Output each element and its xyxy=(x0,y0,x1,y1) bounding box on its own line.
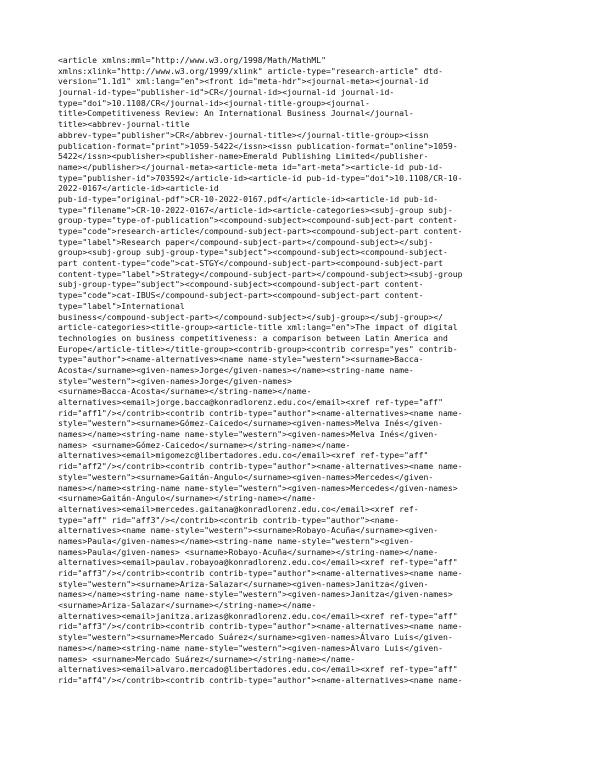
code-line xyxy=(58,686,548,697)
code-line: names>Paula</given-names> <surname>Robayo-Acuña</surname></string-name></name- xyxy=(58,546,439,557)
code-line: part content-type="code">cat-STGY</compound-subject-part><compound-subject-part xyxy=(58,258,443,269)
code-line: Acosta</surname><given-names>Jorge</given-names></name><string-name name- xyxy=(58,364,414,375)
code-line: names></name><string-name name-style="western"><given-names>Janitza</given-names> xyxy=(58,589,453,600)
code-line: rid="aff3"/></contrib><contrib contrib-type="author"><name-alternatives><name name- xyxy=(58,568,463,578)
code-line: <article xmlns:mml="http://www.w3.org/1998/Math/MathML" xyxy=(58,55,327,65)
code-line: type="filename">CR-10-2022-0167</article-id><article-categories><subj-group subj- xyxy=(58,204,453,215)
code-line: version="1.1d1" xml:lang="en"><front id="meta-hdr"><journal-meta><journal-id xyxy=(58,76,429,87)
code-line: style="western"><surname>Gómez-Caicedo</surname><given-names>Melva Inés</given- xyxy=(58,418,443,429)
code-line: group><subj-group subj-group-type="subject"><compound-subject><compound-subject- xyxy=(58,247,448,258)
code-line: alternatives><email>mercedes.gaitana@konradlorenz.edu.co</email><xref ref- xyxy=(58,503,419,514)
code-line: alternatives><email>migomezc@libertadores.edu.co</email><xref ref-type="aff" xyxy=(58,450,429,461)
code-line: alternatives><email>alvaro.mercado@libertadores.edu.co</email><xref ref-type="aff" xyxy=(58,664,458,675)
code-line: style="western"><surname>Gaitán-Angulo</surname><given-names>Mercedes</given- xyxy=(58,471,434,482)
code-line: <surname>Ariza-Salazar</surname></string-name></name- xyxy=(58,600,317,611)
code-line: style="western"><given-names>Jorge</given-names> xyxy=(58,375,292,386)
code-line: alternatives><name name-style="western"><surname>Robayo-Acuña</surname><given- xyxy=(58,525,439,536)
code-line: type="code">research-article</compound-subject-part><compound-subject-part content- xyxy=(58,226,463,236)
code-line: <surname>Bacca-Acosta</surname></string-name></name- xyxy=(58,386,312,397)
code-line: type="label">Research paper</compound-subject-part></compound-subject></subj- xyxy=(58,236,434,247)
code-line: pub-id-type="original-pdf">CR-10-2022-0167.pdf</article-id><article-id pub-id- xyxy=(58,193,439,204)
code-line: rid="aff3"/></contrib><contrib contrib-type="author"><name-alternatives><name name- xyxy=(58,621,463,632)
code-line: type="code">cat-IBUS</compound-subject-part><compound-subject-part content- xyxy=(58,290,424,301)
code-line: names> <surname>Gómez-Caicedo</surname></string-name></name- xyxy=(58,439,351,450)
code-line: rid="aff1"/></contrib><contrib contrib-type="author"><name-alternatives><name name- xyxy=(58,407,463,418)
code-line: rid="aff2"/></contrib><contrib contrib-type="author"><name-alternatives><name name- xyxy=(58,461,463,472)
code-line: type="aff" rid="aff3"/></contrib><contrib contrib-type="author"><name- xyxy=(58,514,400,525)
code-line: style="western"><surname>Mercado Suárez</surname><given-names>Álvaro Luis</given- xyxy=(58,632,453,643)
code-line: group-type="type-of-publication"><compound-subject><compound-subject-part content- xyxy=(58,215,458,226)
code-line: names>Paula</given-names></name><string-name name-style="western"><given- xyxy=(58,535,414,546)
code-line: type="author"><name-alternatives><name name-style="western"><surname>Bacca- xyxy=(58,354,424,365)
code-line: alternatives><email>janitza.arizas@konradlorenz.edu.co</email><xref ref-type="aff" xyxy=(58,610,458,621)
code-line: journal-id-type="publisher-id">CR</journal-id><journal-id journal-id- xyxy=(58,87,395,98)
code-line: 2022-0167</article-id><article-id xyxy=(58,183,219,194)
xml-source-text xyxy=(58,55,548,696)
code-line: subj-group-type="subject"><compound-subject><compound-subject-part content- xyxy=(58,279,424,290)
code-line: business</compound-subject-part></compound-subject></subj-group></subj-group></ xyxy=(58,311,443,322)
code-line: style="western"><surname>Ariza-Salazar</surname><given-names>Janitza</given- xyxy=(58,578,429,589)
code-line: names> <surname>Mercado Suárez</surname></string-name></name- xyxy=(58,653,356,664)
code-line: alternatives><email>jorge.bacca@konradlorenz.edu.co</email><xref ref-type="aff" xyxy=(58,397,443,407)
code-line: title>Competitiveness Review: An International Business Journal</journal- xyxy=(58,108,414,119)
code-line: content-type="label">Strategy</compound-subject-part></compound-subject><subj-group xyxy=(58,268,463,279)
code-line: xmlns:xlink="http://www.w3.org/1999/xlink" article-type="research-article" dtd- xyxy=(58,65,443,76)
code-line: abbrev-type="publisher">CR</abbrev-journal-title></journal-title-group><issn xyxy=(58,129,429,140)
code-line: title><abbrev-journal-title xyxy=(58,119,190,130)
code-line: Europe</article-title></title-group><contrib-group><contrib corresp="yes" contrib- xyxy=(58,343,458,354)
code-line: alternatives><email>paulav.robayoa@konradlorenz.edu.co</email><xref ref-type="aff" xyxy=(58,557,458,568)
code-line: 5422</issn><publisher><publisher-name>Emerald Publishing Limited</publisher- xyxy=(58,151,429,162)
code-line: type="publisher-id">703592</article-id><article-id pub-id-type="doi">10.1108/CR-10- xyxy=(58,172,463,183)
code-line: names></name><string-name name-style="western"><given-names>Álvaro Luis</given- xyxy=(58,642,443,653)
code-line: publication-format="print">1059-5422</issn><issn publication-format="online">1059- xyxy=(58,140,458,151)
code-line: article-categories><title-group><article-title xml:lang="en">The impact of digital xyxy=(58,322,458,333)
code-line: type="label">International xyxy=(58,300,185,311)
code-line: technologies on business competitiveness: a comparison between Latin America and xyxy=(58,332,448,343)
code-line: name></publisher></journal-meta><article-meta id="art-meta"><article-id pub-id- xyxy=(58,161,443,172)
code-line: type="doi">10.1108/CR</journal-id><journal-title-group><journal- xyxy=(58,97,370,108)
code-line: names></name><string-name name-style="western"><given-names>Mercedes</given-names> xyxy=(58,482,458,493)
code-line: rid="aff4"/></contrib><contrib contrib-type="author"><name-alternatives><name name- xyxy=(58,674,463,685)
code-line: names></name><string-name name-style="western"><given-names>Melva Inés</given- xyxy=(58,429,439,440)
code-line: <surname>Gaitán-Angulo</surname></string-name></name- xyxy=(58,493,317,504)
